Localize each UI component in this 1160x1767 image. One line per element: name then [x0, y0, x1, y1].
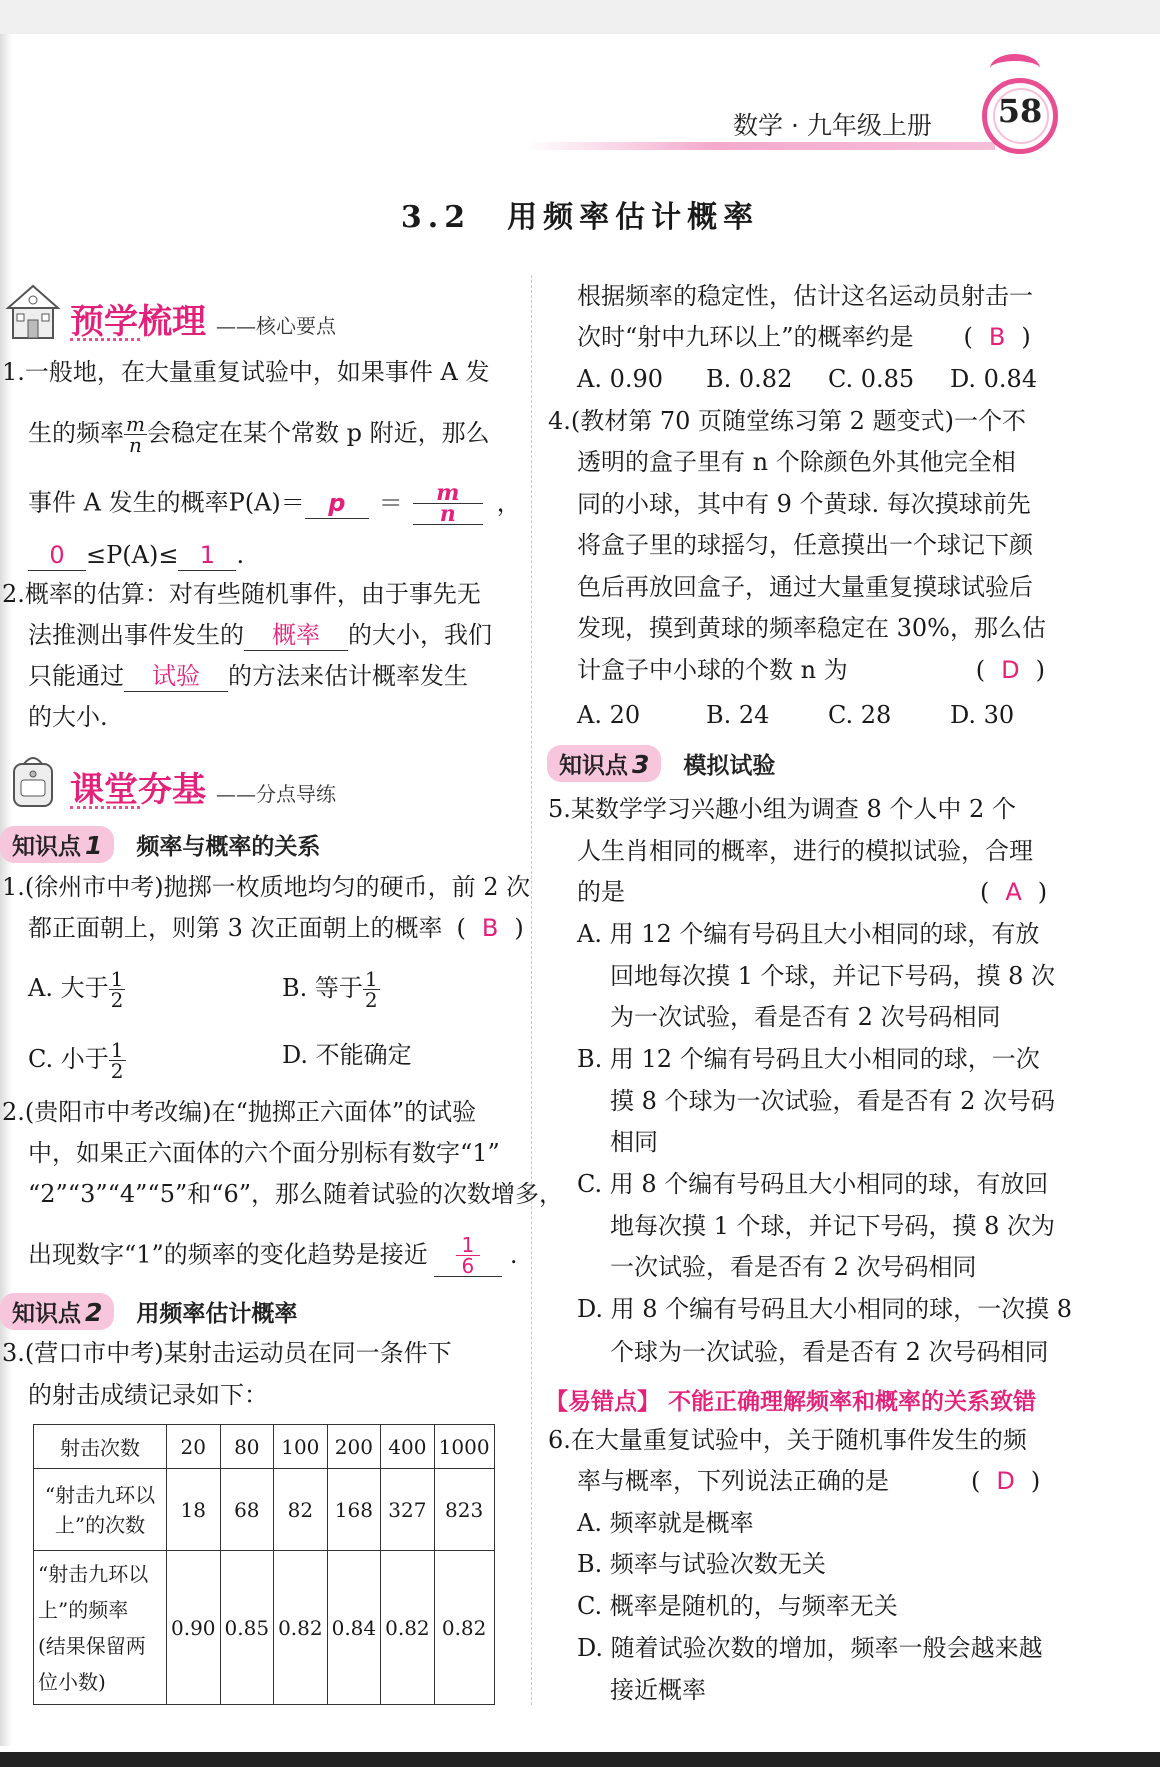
preview-item-1-line-1: 1.一般地，在大量重复试验中，如果事件 A 发 [2, 358, 490, 386]
q6-line-2: 率与概率，下列说法正确的是 ( D ) [577, 1467, 1041, 1495]
q1-option-c: C. 小于 $\frac{1}{2}$ [28, 1038, 124, 1083]
table-cell: “射击九环以 上”的次数 [34, 1469, 167, 1551]
header-rule [525, 142, 995, 150]
q6-option-c: C. 概率是随机的，与频率无关 [577, 1592, 898, 1620]
q6-option-d-line-2: 接近概率 [610, 1676, 706, 1704]
q2-line-4: 出现数字“1”的频率的变化趋势是接近 $\frac{1}{6}$ . [28, 1233, 518, 1278]
table-cell: “射击九环以 上”的频率 (结果保留两 位小数) [34, 1551, 167, 1705]
q4-option-a: A. 20 [577, 701, 641, 729]
table-cell: 0.85 [220, 1551, 274, 1705]
table-cell: 82 [274, 1469, 328, 1551]
table-cell: 0.90 [167, 1551, 221, 1705]
table-cell: 68 [220, 1469, 274, 1551]
q5-option-b-line-1: B. 用 12 个编有号码且大小相同的球，一次 [577, 1045, 1040, 1073]
q3-line-1: 3.(营口市中考)某射击运动员在同一条件下 [2, 1339, 452, 1367]
q5-line-1: 5.某数学学习兴趣小组为调查 8 个人中 2 个 [548, 795, 1016, 823]
top-margin [0, 0, 1160, 34]
q5-option-b-line-3: 相同 [610, 1128, 658, 1156]
school-icon [4, 282, 62, 342]
answer-blank[interactable]: 0 [28, 540, 86, 571]
knowledge-point-1: 知识点 1 频率与概率的关系 [0, 826, 320, 863]
table-cell: 1000 [434, 1425, 494, 1469]
column-divider [531, 275, 532, 1705]
table-cell: 0.82 [381, 1551, 435, 1705]
q2-line-2: 中，如果正六面体的六个面分别标有数字“1” [28, 1139, 500, 1167]
q4-line-4: 将盒子里的球摇匀，任意摸出一个球记下颜 [577, 531, 1033, 559]
table-cell: 327 [381, 1469, 435, 1551]
q5-option-c-line-3: 一次试验，看是否有 2 次号码相同 [610, 1253, 977, 1281]
preview-item-2-line-3: 只能通过 试验 的方法来估计概率发生 [28, 662, 468, 690]
book-title: 数学 · 九年级上册 [733, 111, 932, 140]
common-mistake-heading: 【易错点】 不能正确理解频率和概率的关系致错 [545, 1389, 1037, 1415]
q4-line-3: 同的小球，其中有 9 个黄球. 每次摸球前先 [577, 490, 1031, 518]
section-classroom-title: 课堂夯基 ——分点导练 [70, 770, 336, 810]
preview-item-1-line-3: 事件 A 发生的概率P(A)＝ p ＝ $\frac{m}{n}$ ， [28, 480, 521, 527]
q3-line-2: 的射击成绩记录如下： [28, 1381, 268, 1409]
q6-option-a: A. 频率就是概率 [577, 1509, 754, 1537]
q1-option-a: A. 大于 $\frac{1}{2}$ [28, 967, 124, 1012]
q5-option-a-line-3: 为一次试验，看是否有 2 次号码相同 [610, 1003, 1001, 1031]
q6-line-1: 6.在大量重复试验中，关于随机事件发生的频 [548, 1426, 1027, 1454]
section-dots [70, 338, 140, 345]
lesson-title: 3.2 用频率估计概率 [400, 200, 760, 235]
q4-line-7: 计盒子中小球的个数 n 为 ( D ) [577, 656, 1045, 684]
answer-choice: D [996, 1467, 1015, 1495]
preview-item-1-line-4: 0 ≤P(A)≤ 1 . [28, 540, 244, 571]
table-cell: 18 [167, 1469, 221, 1551]
answer-choice: A [1005, 878, 1022, 906]
q1-option-d: D. 不能确定 [282, 1041, 412, 1069]
answer-blank[interactable]: 1 [178, 540, 236, 571]
q3-option-c: C. 0.85 [828, 365, 915, 393]
answer-blank[interactable]: p [305, 488, 369, 519]
q5-option-a-line-1: A. 用 12 个编有号码且大小相同的球，有放 [577, 920, 1040, 948]
q3-right-line-1: 根据频率的稳定性，估计这名运动员射击一 [577, 282, 1033, 310]
backpack-icon [4, 750, 62, 810]
q5-option-d-line-1: D. 用 8 个编有号码且大小相同的球，一次摸 8 [577, 1295, 1073, 1323]
table-row [34, 1551, 495, 1705]
q4-option-c: C. 28 [828, 701, 892, 729]
q4-option-b: B. 24 [706, 701, 770, 729]
section-preview-title: 预学梳理 ——核心要点 [70, 302, 336, 342]
q3-option-b: B. 0.82 [706, 365, 793, 393]
q5-line-3: 的是 ( A ) [577, 878, 1048, 906]
answer-blank[interactable]: 试验 [124, 661, 228, 692]
q6-option-d-line-1: D. 随着试验次数的增加，频率一般会越来越 [577, 1634, 1043, 1662]
preview-item-2-line-2: 法推测出事件发生的 概率 的大小，我们 [28, 621, 492, 649]
table-cell: 168 [327, 1469, 381, 1551]
q3-option-d: D. 0.84 [950, 365, 1038, 393]
preview-item-2-line-1: 2.概率的估算：对有些随机事件，由于事先无 [2, 580, 481, 608]
score-table [33, 1424, 495, 1705]
preview-item-1-line-2: 生的频率 $\frac{m}{n}$ 会稳定在某个常数 p 附近，那么 [28, 412, 490, 457]
q5-option-d-line-2: 个球为一次试验，看是否有 2 次号码相同 [610, 1338, 1049, 1366]
q3-option-a: A. 0.90 [577, 365, 664, 393]
q6-option-b: B. 频率与试验次数无关 [577, 1550, 826, 1578]
table-cell: 0.84 [327, 1551, 381, 1705]
q5-option-c-line-1: C. 用 8 个编有号码且大小相同的球，有放回 [577, 1170, 1049, 1198]
answer-fraction[interactable]: $\frac{m}{n}$ [413, 483, 483, 525]
answer-choice: B [988, 323, 1006, 351]
answer-choice: D [1001, 656, 1020, 684]
table-cell: 射击次数 [34, 1425, 167, 1469]
table-cell: 200 [327, 1425, 381, 1469]
table-cell: 400 [381, 1425, 435, 1469]
table-row [34, 1425, 495, 1469]
q5-option-a-line-2: 回地每次摸 1 个球，并记下号码，摸 8 次 [610, 962, 1056, 990]
q3-right-line-2: 次时“射中九环以上”的概率约是 ( B ) [577, 323, 1031, 351]
q4-line-5: 色后再放回盒子，通过大量重复摸球试验后 [577, 573, 1033, 601]
knowledge-point-3: 知识点 3 模拟试验 [547, 745, 775, 782]
section-dots [70, 806, 140, 813]
knowledge-point-2: 知识点 2 用频率估计概率 [0, 1293, 297, 1330]
table-cell: 823 [434, 1469, 494, 1551]
q4-option-d: D. 30 [950, 701, 1015, 729]
bottom-bar [0, 1752, 1160, 1767]
q2-line-3: “2”“3”“4”“5”和“6”，那么随着试验的次数增多， [28, 1180, 564, 1208]
q4-line-6: 发现，摸到黄球的频率稳定在 30%，那么估 [577, 614, 1046, 642]
q5-option-c-line-2: 地每次摸 1 个球，并记下号码，摸 8 次为 [610, 1212, 1056, 1240]
table-cell: 20 [167, 1425, 221, 1469]
q1-line-2: 都正面朝上，则第 3 次正面朝上的概率 ( B ) [28, 914, 524, 942]
table-cell: 80 [220, 1425, 274, 1469]
answer-blank[interactable]: 概率 [244, 620, 348, 651]
table-cell: 100 [274, 1425, 328, 1469]
page-number: 58 [997, 92, 1043, 130]
table-cell: 0.82 [274, 1551, 328, 1705]
q1-line-1: 1.(徐州市中考)抛掷一枚质地均匀的硬币，前 2 次 [2, 873, 531, 901]
table-cell: 0.82 [434, 1551, 494, 1705]
answer-fraction[interactable]: $\frac{1}{6}$ [434, 1235, 502, 1277]
table-row [34, 1469, 495, 1551]
q5-option-b-line-2: 摸 8 个球为一次试验，看是否有 2 次号码 [610, 1087, 1056, 1115]
q4-line-2: 透明的盒子里有 n 个除颜色外其他完全相 [577, 448, 1016, 476]
q1-option-b: B. 等于 $\frac{1}{2}$ [282, 967, 378, 1012]
q5-line-2: 人生肖相同的概率，进行的模拟试验，合理 [577, 837, 1033, 865]
q2-line-1: 2.(贵阳市中考改编)在“抛掷正六面体”的试验 [2, 1098, 477, 1126]
preview-item-2-line-4: 的大小. [28, 703, 108, 731]
answer-choice: B [481, 914, 499, 942]
q4-line-1: 4.(教材第 70 页随堂练习第 2 题变式)一个不 [548, 407, 1026, 435]
